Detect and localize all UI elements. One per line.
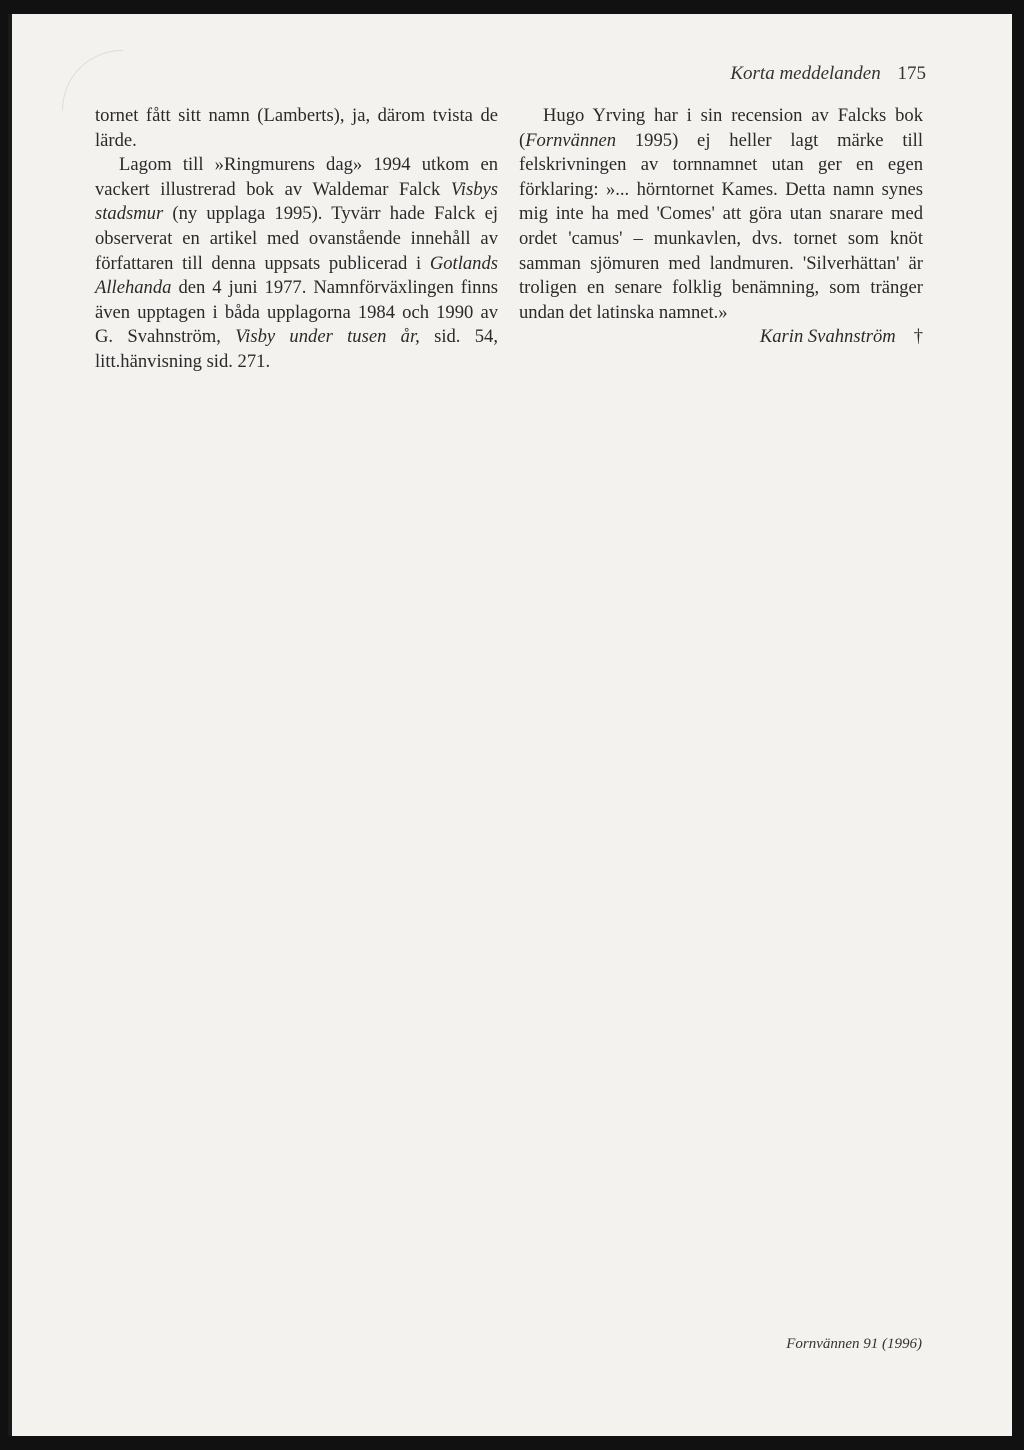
- text-run: den 4 juni 1977. Namnförväxlingen finns även upptagen i båda upplagorna 1984 och 1990 av G. Svahnström,: [95, 277, 498, 348]
- author-name: Karin Svahnström: [759, 326, 896, 348]
- scan-edge: [8, 14, 12, 1436]
- paragraph: [519, 104, 923, 325]
- deceased-mark: †: [913, 326, 923, 348]
- paragraph: [95, 153, 498, 374]
- right-column: [519, 104, 923, 350]
- text-run: Hugo Yrving har i sin recension av Falcks bok (: [519, 105, 923, 151]
- author-signature: [519, 325, 923, 350]
- book-title: Visby under tusen år,: [235, 326, 420, 348]
- left-column: [95, 104, 498, 375]
- text-run: (ny upplaga 1995). Tyvärr hade Falck ej observerat en artikel med ovanstående innehåll av författaren till denna uppsats publicerad i: [95, 203, 498, 274]
- text-run: sid. 54, litt.hänvisning sid. 271.: [95, 326, 499, 372]
- paragraph: tornet fått sitt namn (Lamberts), ja, därom tvista de lärde.: [95, 105, 498, 151]
- journal-title: Fornvännen: [525, 129, 617, 151]
- page-header: [730, 63, 926, 85]
- newspaper-title: Gotlands Allehanda: [95, 252, 498, 299]
- page-footer: Fornvännen 91 (1996): [786, 1336, 922, 1352]
- text-run: 1995) ej heller lagt märke till felskrivningen av tornnamnet utan ger en egen förklaring: »... hörntornet Kames. Detta namn synes mig inte ha med 'Comes' att göra utan snarare med ordet 'camus' – munkavlen, dvs. tornet som knöt samman sjömuren med landmuren. 'Silverhättan' är troligen en senare folklig benämning, som tränger undan det latinska namnet.»: [519, 129, 923, 323]
- text-run: Lagom till »Ringmurens dag» 1994 utkom en vackert illustrerad bok av Waldemar Falck: [95, 154, 498, 200]
- page-number: 175: [897, 63, 926, 84]
- running-title: Korta meddelanden: [730, 63, 881, 84]
- book-title: Visbys stadsmur: [95, 178, 498, 225]
